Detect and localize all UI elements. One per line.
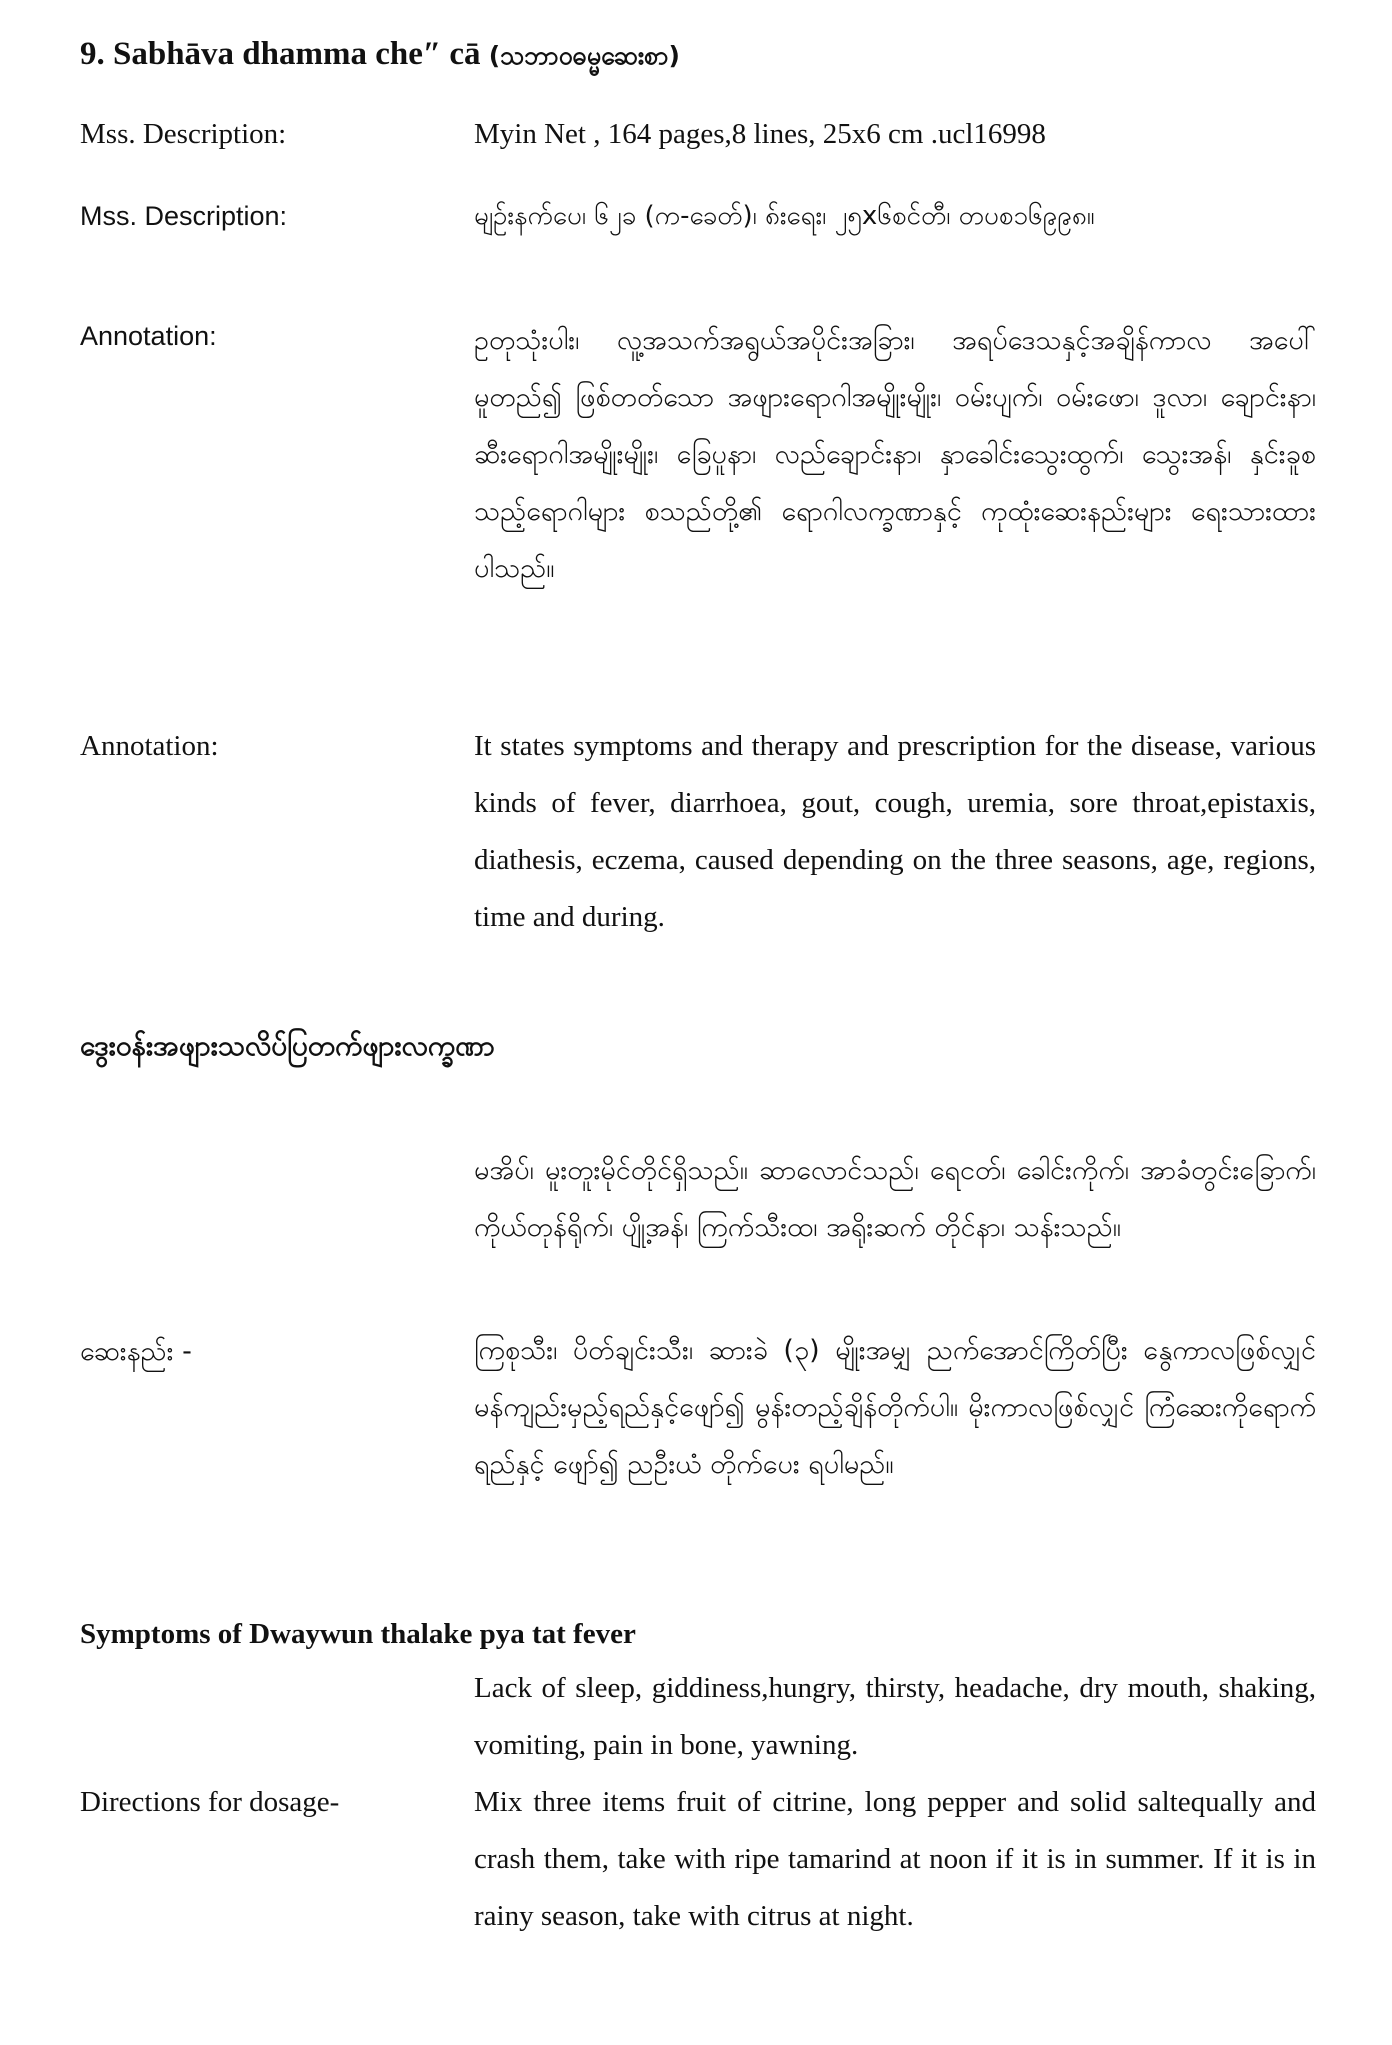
section-en-symptoms: Lack of sleep, giddiness,hungry, thirsty, headache, dry mouth, shaking, vomiting, pain in bone, yawning. — [474, 1672, 1316, 1761]
annotation-en-text: It states symptoms and therapy and prescription for the disease, various kinds of fever, diarrhoea, gout, cough, uremia, sore throat,epistaxis, diathesis, eczema, caused depending on the three seasons, age, regions, time and during. — [474, 730, 1316, 933]
mss-description-value: Myin Net , 164 pages,8 lines, 25x6 cm .ucl16998 — [474, 118, 1046, 150]
annotation-mm-text: ဥတုသုံးပါး၊ လူ့အသက်အရွယ်အပိုင်းအခြား၊ အရပ်ဒေသနှင့်အချိန်ကာလ အပေါ်မူတည်၍ ဖြစ်တတ်သော အဖျားရောဂါအမျိုးမျိုး၊ ဝမ်းပျက်၊ ဝမ်းဖော၊ ဒူလာ၊ ချောင်းနာ၊ ဆီးရောဂါအမျိုးမျိုး၊ ခြေပူနာ၊ လည်ချောင်းနာ၊ နှာခေါင်းသွေးထွက်၊ သွေးအန်၊ နှင်းခူစသည့်ရောဂါများ စသည်တို့၏ ရောဂါလက္ခဏာနှင့် ကုထုံးဆေးနည်းများ ရေးသားထား ပါသည်။ — [474, 325, 1316, 584]
section-mm-symptoms: မအိပ်၊ မူးတူးမိုင်တိုင်ရှိသည်။ ဆာလောင်သည်၊ ရေငတ်၊ ခေါင်းကိုက်၊ အာခံတွင်းခြောက်၊ ကိုယ်တုန်ရိုက်၊ ပျို့အန်၊ ကြက်သီးထ၊ အရိုးဆက် တိုင်နာ၊ သန်းသည်။ — [474, 1155, 1316, 1243]
mss-description-mm-value: မျဉ်းနက်ပေ၊ ၆၂ခ (က-ခေတ်)၊ ၈်းရေး၊ ၂၅x၆စင်တီ၊ တပစ၁၆၉၉၈။ — [474, 201, 1095, 231]
section-en-heading: Symptoms of Dwaywun thalake pya tat fever — [80, 1618, 636, 1650]
section-en-dosage-label: Directions for dosage- — [80, 1786, 340, 1818]
annotation-mm-label: Annotation: — [80, 321, 217, 351]
mss-description-mm-label: Mss. Description: — [80, 201, 288, 231]
section-mm-dosage: ကြစုသီး၊ ပိတ်ချင်းသီး၊ ဆားခဲ (၃) မျိုးအမျှ ညက်အောင်ကြိတ်ပြီး နွေကာလဖြစ်လျှင် မန်ကျည်းမှည့်ရည်နှင့်ဖျော်၍ မွန်းတည့်ချိန်တိုက်ပါ။ မိုးကာလဖြစ်လျှင် ကြံဆေးကိုရောက်ရည်နှင့် ဖျော်၍ ညဦးယံ တိုက်ပေး ရပါမည်။ — [474, 1335, 1316, 1480]
section-mm-heading: ဒွေးဝန်းအဖျားသလိပ်ပြတက်ဖျားလက္ခဏာ — [80, 1029, 495, 1062]
entry-title — [80, 34, 680, 76]
annotation-en-label: Annotation: — [80, 730, 219, 762]
mss-description-label: Mss. Description: — [80, 118, 287, 150]
entry-title-text: 9. Sabhāva dhamma che″ cā — [80, 36, 489, 72]
entry-title-myanmar: (သဘာဝဓမ္မဆေးစာ) — [488, 41, 680, 70]
section-mm-dosage-label: ဆေးနည်း - — [80, 1336, 192, 1367]
section-en-dosage: Mix three items fruit of citrine, long pepper and solid saltequally and crash them, take with ripe tamarind at noon if it is in summer. If it is in rainy season, take with citrus at night. — [474, 1786, 1316, 1932]
